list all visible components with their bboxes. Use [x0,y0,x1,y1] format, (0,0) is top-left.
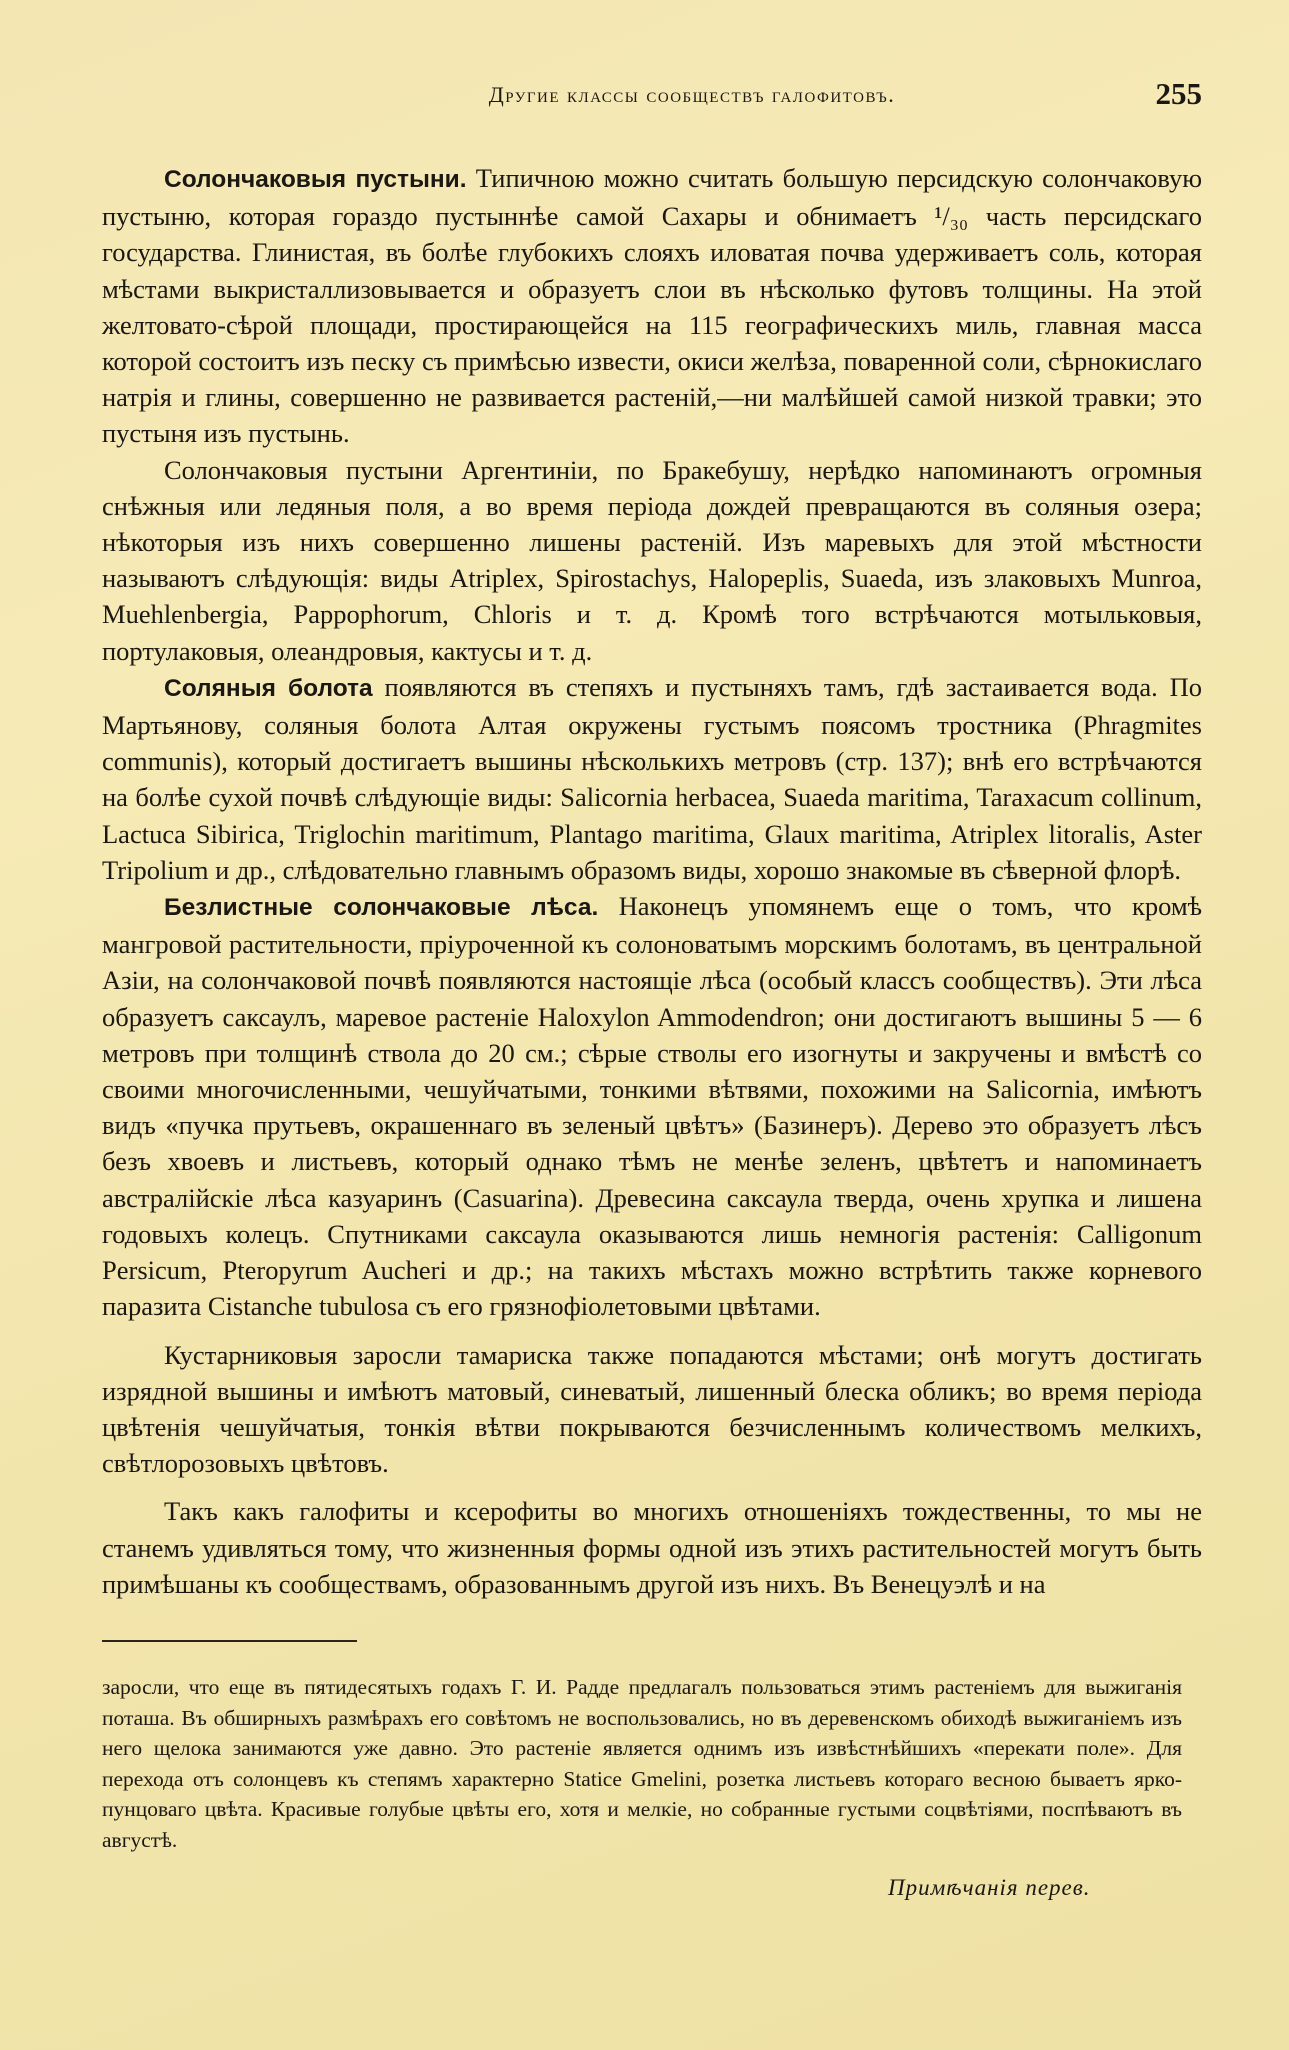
paragraph-text: Кустарниковыя заросли тамариска также попадаются мѣстами; онѣ могутъ достигать изрядной вышины и имѣютъ матовый, синеватый, лишенный блеска обликъ; во время періода цвѣтенія чешуйчатыя, тонкія вѣтви покрываются безчисленнымъ количествомъ мелкихъ, свѣтлорозовыхъ цвѣтовъ. [102,1339,1202,1479]
section-lead: Солончаковыя пустыни. [164,166,467,193]
footnote-text: заросли, что еще въ пятидесятыхъ годахъ Г. И. Радде предлагалъ пользоваться этимъ растеніемъ для выжиганія поташа. Въ обширныхъ размѣрахъ его совѣтомъ не воспользовались, но въ деревенскомъ обиходѣ выжиганіемъ изъ него щелока занимаются уже давно. Это растеніе является однимъ изъ извѣстнѣйшихъ «перекати поле». Для перехода отъ солонцевъ къ степямъ характерно Statice Gmelini, розетка листьевъ котораго весною бываетъ ярко-пунцоваго цвѣта. Красивые голубые цвѣты его, хотя и мелкіе, но собранные густыми соцвѣтіями, поспѣваютъ въ августѣ. [102,1675,1182,1852]
running-header [102,76,1202,122]
paragraph-salt-marshes [102,669,1202,888]
footnote [102,1672,1182,1855]
paragraph-text: Такъ какъ галофиты и ксерофиты во многихъ отношеніяхъ тождественны, то мы не станемъ удивляться тому, что жизненныя формы одной изъ этихъ растительностей могутъ быть примѣшаны къ сообществамъ, образованнымъ другой изъ нихъ. Въ Венецуэлѣ и на [102,1496,1202,1599]
main-text [102,160,1202,1602]
page-number: 255 [1155,76,1202,111]
section-lead: Безлистные солончаковые лѣса. [164,894,599,922]
paragraph-halophytes [102,1493,1202,1602]
paragraph-text: Наконецъ упомянемъ еще о томъ, что кромѣ мангровой растительности, пріуроченной къ солоноватымъ морскимъ болотамъ, въ центральной Азіи, на солончаковой почвѣ появляются настоящіе лѣса (особый классъ сообществъ). Эти лѣса образуетъ саксаулъ, маревое растеніе Haloxylon Ammodendron; они достигаютъ вышины 5 — 6 метровъ при толщинѣ ствола до 20 см.; сѣрые стволы его изогнуты и закручены и вмѣстѣ со своими многочисленными, чешуйчатыми, тонкими вѣтвями, похожими на Salicornia, имѣютъ видъ «пучка прутьевъ, окрашеннаго въ зеленый цвѣтъ» (Базинеръ). Дерево это образуетъ лѣсъ безъ хвоевъ и листьевъ, который однако тѣмъ не менѣе зеленъ, цвѣтетъ и напоминаетъ австралійскіе лѣса казуаринъ (Casuarina). Древесина саксаула тверда, очень хрупка и лишена годовыхъ колецъ. Спутниками саксаула оказываются лишь немногія растенія: Calligonum Persicum, Pteropyrum Aucheri и др.; на такихъ мѣстахъ можно встрѣтить также корневого паразита Cistanche tubulosa съ его грязнофіолетовыми цвѣтами. [102,891,1202,1322]
paragraph-text: появляются въ степяхъ и пустыняхъ тамъ, гдѣ застаивается вода. По Мартьянову, соляныя болота Алтая окружены густымъ поясомъ тростника (Phragmites communis), который достигаетъ вышины нѣсколькихъ метровъ (стр. 137); внѣ его встрѣчаются на болѣе сухой почвѣ слѣдующіе виды: Salicornia herbacea, Suaeda maritima, Taraxacum collinum, Lactuca Sibirica, Triglochin maritimum, Plantago maritima, Glaux maritima, Atriplex litoralis, Aster Tripolium и др., слѣдовательно главнымъ образомъ виды, хорошо знакомые въ сѣверной флорѣ. [102,671,1202,885]
paragraph-text: Солончаковыя пустыни Аргентиніи, по Бракебушу, нерѣдко напоминаютъ огромныя снѣжныя или ледяныя поля, а во время періода дождей превращаются въ соляныя озера; нѣкоторыя изъ нихъ совершенно лишены растеній. Изъ маревыхъ для этой мѣстности называютъ слѣдующія: виды Atriplex, Spirostachys, Halopeplis, Suaeda, изъ злаковыхъ Munroa, Muehlenbergia, Pappophorum, Chloris и т. д. Кромѣ того встрѣчаются мотыльковыя, портулаковыя, олеандровыя, кактусы и т. д. [102,454,1202,666]
footnote-signature: Примѣчанія перев. [888,1875,1091,1900]
running-title: Другие классы сообществъ галофитовъ. [488,82,896,107]
page-content [102,76,1202,1602]
footnote-divider [102,1640,357,1642]
section-lead: Соляныя болота [164,674,373,702]
paragraph-saline-deserts [102,160,1202,452]
paragraph-leafless-forests [102,888,1202,1324]
paragraph-text: Типичною можно считать большую персидскую солончаковую пустыню, которая гораздо пустыннѣе самой Сахары и обнимаетъ ¹/₃₀ часть персидскаго государства. Глинистая, въ болѣе глубокихъ слояхъ иловатая почва удерживаетъ соль, которая мѣстами выкристаллизовывается и образуетъ слои въ нѣсколько футовъ толщины. На этой желтовато-сѣрой площади, простирающейся на 115 географическихъ миль, главная масса которой состоитъ изъ песку съ примѣсью извести, окиси желѣза, поваренной соли, сѣрнокислаго натрія и глины, совершенно не развивается растеній,—ни малѣйшей самой низкой травки; это пустыня изъ пустынь. [102,163,1202,449]
paragraph-argentina [102,452,1202,669]
paragraph-tamarisk [102,1337,1202,1482]
